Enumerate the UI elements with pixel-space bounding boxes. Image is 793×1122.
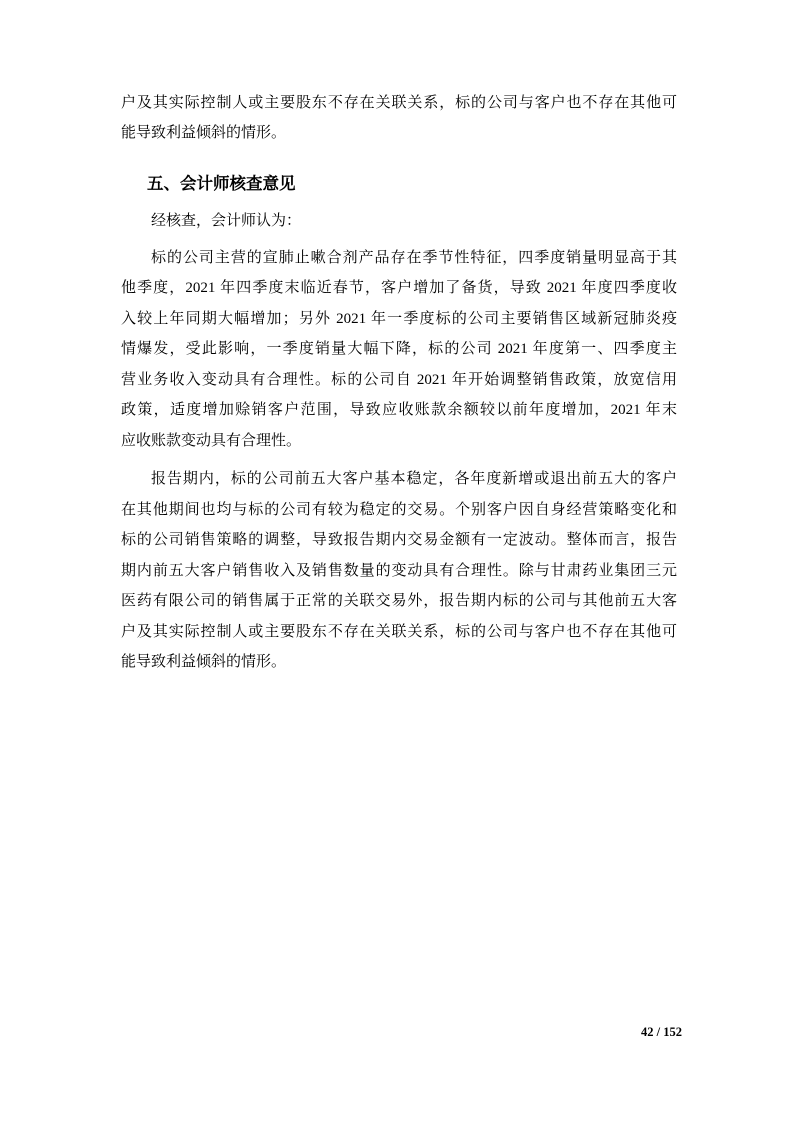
paragraph-2-line: 期内前五大客户销售收入及销售数量的变动具有合理性。除与甘肃药业集团三元 bbox=[121, 562, 677, 579]
paragraph-1-line: 情爆发，受此影响，一季度销量大幅下降，标的公司 2021 年度第一、四季度主 bbox=[121, 341, 677, 357]
paragraph-2-line: 医药有限公司的销售属于正常的关联交易外，报告期内标的公司与其他前五大客 bbox=[121, 593, 677, 609]
paragraph-2-line: 能导致利益倾斜的情形。 bbox=[121, 654, 287, 670]
paragraph-1-line: 政策，适度增加赊销客户范围，导致应收账款余额较以前年度增加，2021 年末 bbox=[121, 402, 677, 418]
paragraph-2-line: 户及其实际控制人或主要股东不存在关联关系，标的公司与客户也不存在其他可 bbox=[121, 623, 677, 640]
continuation-paragraph-line: 能导致利益倾斜的情形。 bbox=[121, 125, 287, 141]
paragraph-2-line: 报告期内，标的公司前五大客户基本稳定，各年度新增或退出前五大的客户 bbox=[151, 471, 677, 487]
paragraph-1-line: 入较上年同期大幅增加；另外 2021 年一季度标的公司主要销售区域新冠肺炎疫 bbox=[121, 310, 677, 327]
paragraph-2-line: 在其他期间也均与标的公司有较为稳定的交易。个别客户因自身经营策略变化和 bbox=[121, 501, 677, 518]
continuation-paragraph-line: 户及其实际控制人或主要股东不存在关联关系，标的公司与客户也不存在其他可 bbox=[121, 95, 677, 111]
paragraph-1-line: 应收账款变动具有合理性。 bbox=[121, 432, 302, 449]
section-heading: 五、会计师核查意见 bbox=[147, 174, 296, 193]
paragraph-1-line: 标的公司主营的宣肺止嗽合剂产品存在季节性特征，四季度销量明显高于其 bbox=[151, 249, 677, 266]
paragraph-1-line: 他季度，2021 年四季度末临近春节，客户增加了备货，导致 2021 年度四季度收 bbox=[121, 280, 677, 296]
paragraph-2-line: 标的公司销售策略的调整，导致报告期内交易金额有一定波动。整体而言，报告 bbox=[121, 532, 677, 548]
text-column bbox=[121, 0, 677, 678]
paragraph-1-line: 营业务收入变动具有合理性。标的公司自 2021 年开始调整销售政策，放宽信用 bbox=[121, 371, 677, 388]
page-number: 42 / 152 bbox=[641, 1025, 682, 1039]
intro-line: 经核查，会计师认为： bbox=[151, 213, 302, 229]
